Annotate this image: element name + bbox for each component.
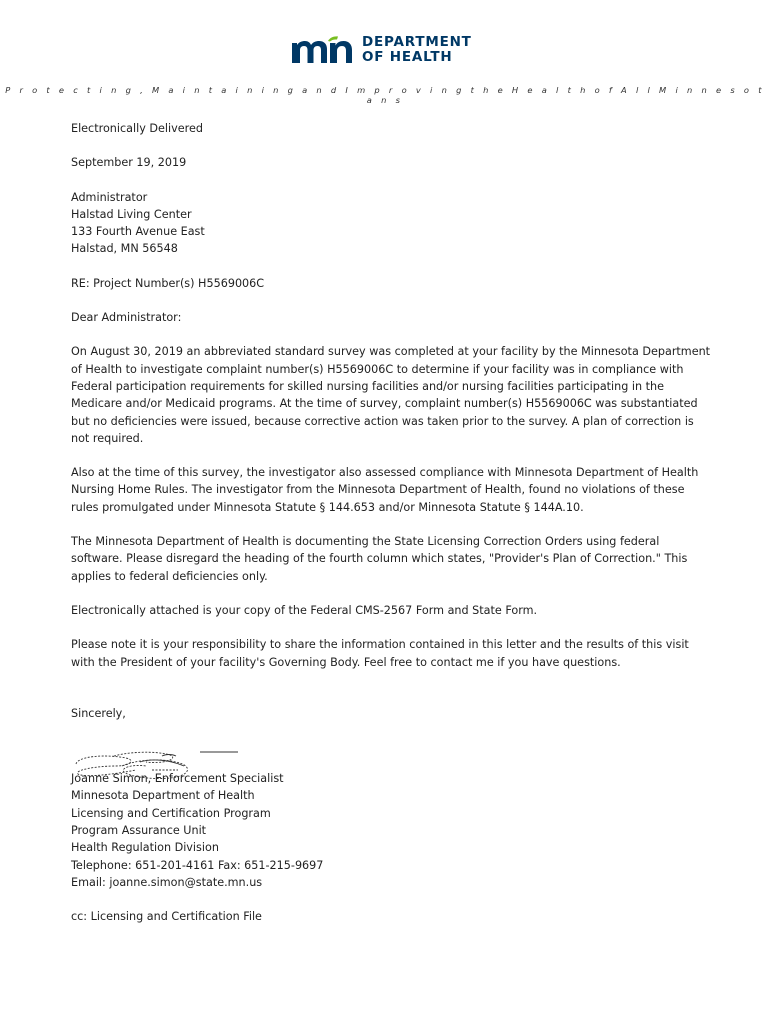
- signer-org: Minnesota Department of Health: [71, 789, 255, 803]
- signer-block: [71, 770, 711, 891]
- signer-division: Health Regulation Division: [71, 841, 219, 855]
- signer-email: Email: joanne.simon@state.mn.us: [71, 875, 263, 889]
- re-line: RE: Project Number(s) H5569006C: [71, 276, 265, 290]
- recipient-address: [71, 189, 711, 258]
- logo-line-department: DEPARTMENT: [362, 34, 472, 50]
- signature-image: [66, 744, 246, 786]
- letter-body: [71, 120, 711, 926]
- paragraph-software: The Minnesota Department of Health is documenting the State Licensing Correction Orders using federal software. Please disregard the heading of the fourth column which states, "Provider's Plan of Correction." This applies to federal deficiencies only.: [71, 535, 688, 583]
- delivery-note: Electronically Delivered: [71, 122, 203, 135]
- mdh-logo: [290, 32, 472, 68]
- paragraph-attachment: Electronically attached is your copy of the Federal CMS-2567 Form and State Form.: [71, 603, 538, 617]
- closing: Sincerely,: [71, 706, 126, 720]
- logo-line-of-health: OF HEALTH: [362, 49, 453, 65]
- signer-name-title: Joanne Simon, Enforcement Specialist: [71, 772, 284, 786]
- tagline: P r o t e c t i n g , M a i n t a i n i n g a n d I m p r o v i n g t h e H e a l t h o f A l l M i n n e s o t a n s: [5, 85, 765, 105]
- recipient-city: Halstad, MN 56548: [71, 242, 178, 256]
- signer-phone-fax: Telephone: 651-201-4161 Fax: 651-215-9697: [71, 858, 324, 872]
- cc-line: cc: Licensing and Certification File: [71, 910, 262, 924]
- paragraph-rules: Also at the time of this survey, the investigator also assessed compliance with Minnesota Department of Health Nursing Home Rules. The investigator from the Minnesota Department of Health, found no violations of these rules promulgated under Minnesota Statute § 144.653 and/or Minnesota Statute § 144A.10.: [71, 466, 699, 514]
- signer-unit: Program Assurance Unit: [71, 824, 207, 838]
- logo-wordmark: [362, 35, 472, 65]
- recipient-facility: Halstad Living Center: [71, 207, 192, 221]
- salutation: Dear Administrator:: [71, 311, 182, 325]
- paragraph-responsibility: Please note it is your responsibility to share the information contained in this letter and the results of this visit with the President of your facility's Governing Body. Feel free to contact me if you have questions.: [71, 638, 689, 669]
- recipient-street: 133 Fourth Avenue East: [71, 225, 205, 239]
- letter-date: September 19, 2019: [71, 156, 187, 170]
- mn-logo-icon: [290, 35, 356, 65]
- signer-program: Licensing and Certification Program: [71, 806, 271, 820]
- recipient-title: Administrator: [71, 190, 148, 204]
- paragraph-survey: On August 30, 2019 an abbreviated standard survey was completed at your facility by the Minnesota Department of Health to investigate complaint number(s) H5569006C to determine if your facility was in compliance with Federal participation requirements for skilled nursing facilities and/or nursing facilities participating in the Medicare and/or Medicaid programs. At the time of survey, complaint number(s) H5569006C was substantiated but no deficiencies were issued, because corrective action was taken prior to the survey. A plan of correction is not required.: [71, 345, 711, 445]
